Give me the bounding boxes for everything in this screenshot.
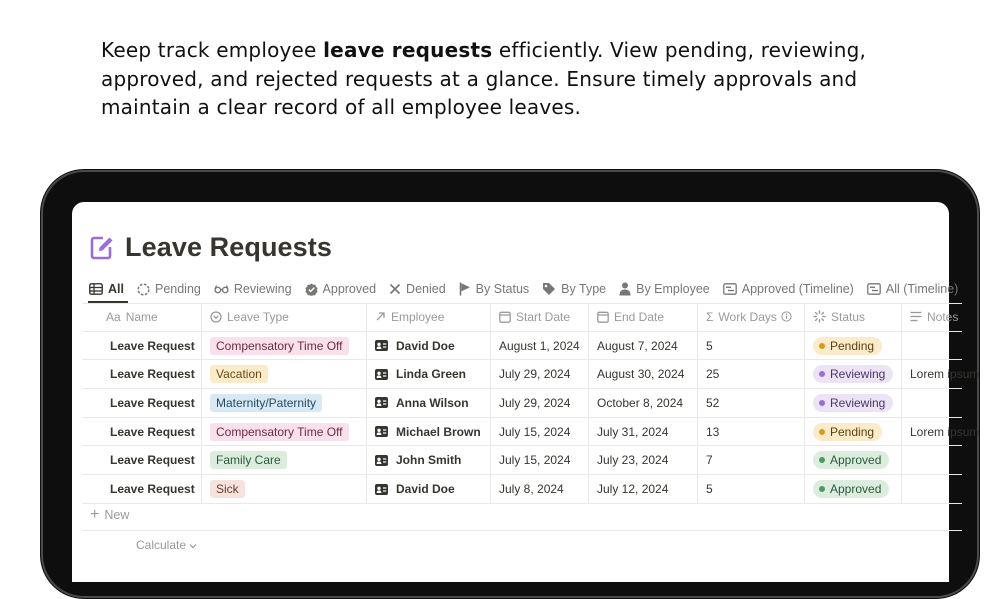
- end-date-cell-value: July 12, 2024: [597, 482, 669, 497]
- employee-link[interactable]: Michael Brown: [396, 424, 481, 439]
- leave-type-cell[interactable]: [201, 332, 366, 360]
- notes-cell[interactable]: [901, 418, 980, 446]
- start-date-cell[interactable]: [490, 418, 588, 446]
- request-name[interactable]: Leave Request: [110, 453, 195, 468]
- calendar-icon: [499, 311, 511, 323]
- status-dot-icon: [819, 400, 825, 406]
- contact-card-icon: [375, 397, 388, 408]
- leave-type-tag: Sick: [210, 480, 245, 498]
- calendar-icon: [597, 311, 609, 323]
- leave-type-cell[interactable]: [201, 475, 366, 503]
- name-cell[interactable]: [106, 332, 201, 360]
- table-row[interactable]: [82, 332, 962, 361]
- column-header-start-date[interactable]: [490, 303, 588, 331]
- status-cell[interactable]: [804, 389, 901, 417]
- status-badge: [813, 365, 893, 383]
- status-loader-icon: [813, 310, 826, 323]
- notes-cell-value: Lorem ipsum: [910, 367, 980, 382]
- end-date-cell[interactable]: [588, 360, 697, 388]
- employee-cell[interactable]: [366, 447, 490, 475]
- end-date-cell[interactable]: [588, 447, 697, 475]
- notes-cell-value: Lorem ipsum: [910, 424, 980, 439]
- work-days-cell[interactable]: [697, 418, 804, 446]
- tab-pending-label: Pending: [154, 282, 201, 296]
- tab-pending[interactable]: [137, 277, 201, 301]
- intro-text-part1: Keep track employee: [101, 38, 324, 62]
- tab-by-status-label: By Status: [475, 282, 530, 296]
- work-days-cell-value: 5: [706, 482, 713, 497]
- table-icon: [89, 283, 103, 295]
- timeline-icon: [723, 283, 737, 295]
- status-cell[interactable]: [804, 332, 901, 360]
- tab-by-type-label: By Type: [561, 282, 607, 296]
- column-header-start-date-label: Start Date: [516, 309, 571, 324]
- new-row-button[interactable]: [90, 508, 129, 522]
- table-row[interactable]: [82, 389, 962, 418]
- glasses-icon: [214, 284, 229, 294]
- tab-approved-timeline-label: Approved (Timeline): [741, 282, 854, 296]
- select-property-icon: [210, 311, 222, 323]
- calculate-label: Calculate: [136, 538, 187, 552]
- leave-type-tag: Vacation: [210, 365, 268, 383]
- leave-type-cell[interactable]: [201, 418, 366, 446]
- status-label: Approved: [830, 453, 882, 468]
- leave-type-cell[interactable]: [201, 389, 366, 417]
- intro-text-bold: leave requests: [323, 38, 493, 62]
- contact-card-icon: [375, 484, 388, 495]
- column-header-leave-type-label: Leave Type: [227, 309, 289, 324]
- name-cell[interactable]: [106, 360, 201, 388]
- request-name[interactable]: Leave Request: [110, 367, 195, 382]
- work-days-cell-value: 25: [706, 367, 720, 382]
- plus-icon: +: [90, 506, 100, 523]
- relation-arrow-icon: [375, 311, 386, 322]
- work-days-cell-value: 52: [706, 395, 720, 410]
- status-label: Pending: [830, 424, 875, 439]
- leave-type-tag: Compensatory Time Off: [210, 337, 349, 355]
- status-label: Reviewing: [830, 367, 886, 382]
- request-name[interactable]: Leave Request: [110, 395, 195, 410]
- status-label: Pending: [830, 338, 875, 353]
- dashed-circle-icon: [137, 283, 150, 296]
- status-dot-icon: [819, 486, 825, 492]
- tab-all-label: All: [108, 282, 124, 296]
- employee-link[interactable]: John Smith: [396, 453, 462, 468]
- chevron-down-icon: [189, 543, 197, 549]
- work-days-cell[interactable]: [697, 389, 804, 417]
- table-header: [82, 303, 962, 332]
- status-cell[interactable]: [804, 447, 901, 475]
- status-cell[interactable]: [804, 360, 901, 388]
- contact-card-icon: [375, 369, 388, 380]
- tab-by-employee[interactable]: [619, 277, 710, 301]
- table-row[interactable]: [82, 418, 980, 447]
- column-header-name[interactable]: [106, 303, 201, 331]
- leave-type-tag: Family Care: [210, 451, 287, 469]
- request-name[interactable]: Leave Request: [110, 338, 195, 353]
- name-cell[interactable]: [106, 389, 201, 417]
- end-date-cell-value: August 7, 2024: [597, 338, 678, 353]
- new-row-label: New: [104, 508, 130, 522]
- work-days-cell-value: 7: [706, 453, 713, 468]
- notes-cell[interactable]: [901, 475, 961, 503]
- notes-cell[interactable]: [901, 360, 980, 388]
- edit-note-icon: [88, 234, 116, 262]
- notes-cell[interactable]: [901, 389, 961, 417]
- sigma-icon: Σ: [706, 309, 714, 324]
- column-header-status[interactable]: [804, 303, 901, 331]
- start-date-cell-value: July 8, 2024: [499, 482, 564, 497]
- tab-by-status[interactable]: [459, 277, 530, 301]
- end-date-cell[interactable]: [588, 389, 697, 417]
- column-header-notes[interactable]: [901, 303, 961, 331]
- status-label: Approved: [830, 482, 882, 497]
- divider: [82, 530, 962, 531]
- x-icon: [389, 283, 401, 295]
- timeline-icon: [867, 283, 881, 295]
- tab-approved-label: Approved: [322, 282, 377, 296]
- text-property-icon: Aa: [106, 309, 121, 324]
- column-header-notes-label: Notes: [927, 309, 959, 324]
- status-cell[interactable]: [804, 475, 901, 503]
- column-header-employee-label: Employee: [391, 309, 445, 324]
- start-date-cell-value: July 29, 2024: [499, 395, 571, 410]
- intro-text: [101, 36, 901, 122]
- status-badge: [813, 394, 893, 412]
- start-date-cell-value: July 29, 2024: [499, 367, 571, 382]
- intro-text-part2: efficiently. View pending, reviewing, approved, and rejected requests at a glance. Ensure timely approvals and maintain a clear record of all employee leaves.: [101, 38, 867, 119]
- tab-by-type[interactable]: [542, 277, 606, 301]
- tab-reviewing-label: Reviewing: [233, 282, 292, 296]
- leave-type-tag: Compensatory Time Off: [210, 423, 349, 441]
- leave-type-cell[interactable]: [201, 447, 366, 475]
- work-days-cell[interactable]: [697, 475, 804, 503]
- end-date-cell[interactable]: [588, 332, 697, 360]
- start-date-cell[interactable]: [490, 360, 588, 388]
- start-date-cell[interactable]: [490, 447, 588, 475]
- leave-type-tag: Maternity/Paternity: [210, 394, 322, 412]
- table-row[interactable]: [82, 360, 980, 389]
- employee-cell[interactable]: [366, 360, 490, 388]
- name-cell[interactable]: [106, 447, 201, 475]
- start-date-cell-value: August 1, 2024: [499, 338, 580, 353]
- person-icon: [619, 282, 631, 296]
- employee-link[interactable]: Anna Wilson: [396, 395, 469, 410]
- tab-denied[interactable]: [389, 277, 446, 301]
- page-title: Leave Requests: [125, 232, 332, 262]
- tab-all-timeline-label: All (Timeline): [885, 282, 959, 296]
- info-icon[interactable]: [781, 311, 792, 322]
- text-lines-icon: [910, 311, 922, 322]
- table-row[interactable]: [82, 475, 962, 504]
- column-header-status-label: Status: [831, 309, 866, 324]
- request-name[interactable]: Leave Request: [110, 482, 195, 497]
- end-date-cell-value: July 23, 2024: [597, 453, 669, 468]
- status-label: Reviewing: [830, 395, 886, 410]
- status-badge: [813, 423, 882, 441]
- start-date-cell[interactable]: [490, 475, 588, 503]
- contact-card-icon: [375, 340, 388, 351]
- end-date-cell-value: October 8, 2024: [597, 395, 684, 410]
- page-header: [88, 232, 332, 263]
- tag-icon: [542, 282, 556, 296]
- tab-all-timeline[interactable]: [867, 277, 958, 301]
- employee-cell[interactable]: [366, 389, 490, 417]
- flag-icon: [459, 282, 471, 296]
- view-tabs: [89, 277, 971, 301]
- status-dot-icon: [819, 429, 825, 435]
- column-header-end-date-label: End Date: [614, 309, 665, 324]
- status-cell[interactable]: [804, 418, 901, 446]
- employee-link[interactable]: Linda Green: [396, 367, 467, 382]
- column-header-end-date[interactable]: [588, 303, 697, 331]
- app-screen: [72, 202, 980, 582]
- start-date-cell-value: July 15, 2024: [499, 424, 571, 439]
- request-name[interactable]: Leave Request: [110, 424, 195, 439]
- status-dot-icon: [819, 371, 825, 377]
- column-header-work-days[interactable]: [697, 303, 804, 331]
- contact-card-icon: [375, 426, 388, 437]
- tab-denied-label: Denied: [406, 282, 446, 296]
- end-date-cell-value: August 30, 2024: [597, 367, 685, 382]
- column-header-work-days-label: Work Days: [718, 309, 777, 324]
- status-dot-icon: [819, 457, 825, 463]
- start-date-cell[interactable]: [490, 332, 588, 360]
- calculate-button[interactable]: [136, 538, 197, 552]
- start-date-cell[interactable]: [490, 389, 588, 417]
- tab-reviewing[interactable]: [214, 277, 292, 301]
- leave-type-cell[interactable]: [201, 360, 366, 388]
- tab-approved[interactable]: [305, 277, 377, 301]
- status-badge: [813, 337, 882, 355]
- tab-approved-timeline[interactable]: [723, 277, 854, 301]
- employee-cell[interactable]: [366, 418, 490, 446]
- employee-cell[interactable]: [366, 475, 490, 503]
- status-badge: [813, 451, 889, 469]
- notes-cell[interactable]: [901, 447, 961, 475]
- employee-cell[interactable]: [366, 332, 490, 360]
- contact-card-icon: [375, 455, 388, 466]
- work-days-cell-value: 13: [706, 424, 720, 439]
- name-cell[interactable]: [106, 418, 201, 446]
- end-date-cell-value: July 31, 2024: [597, 424, 669, 439]
- work-days-cell[interactable]: [697, 332, 804, 360]
- end-date-cell[interactable]: [588, 418, 697, 446]
- employee-link[interactable]: David Doe: [396, 338, 455, 353]
- name-cell[interactable]: [106, 475, 201, 503]
- column-header-leave-type[interactable]: [201, 303, 366, 331]
- status-badge: [813, 480, 889, 498]
- column-header-name-label: Name: [125, 309, 158, 324]
- tab-all[interactable]: [89, 277, 124, 301]
- start-date-cell-value: July 15, 2024: [499, 453, 571, 468]
- work-days-cell[interactable]: [697, 360, 804, 388]
- employee-link[interactable]: David Doe: [396, 482, 455, 497]
- status-dot-icon: [819, 343, 825, 349]
- notes-cell[interactable]: [901, 332, 961, 360]
- work-days-cell[interactable]: [697, 447, 804, 475]
- work-days-cell-value: 5: [706, 338, 713, 353]
- verified-badge-icon: [305, 283, 318, 296]
- tab-by-employee-label: By Employee: [636, 282, 710, 296]
- column-header-employee[interactable]: [366, 303, 490, 331]
- end-date-cell[interactable]: [588, 475, 697, 503]
- table-row[interactable]: [82, 447, 962, 476]
